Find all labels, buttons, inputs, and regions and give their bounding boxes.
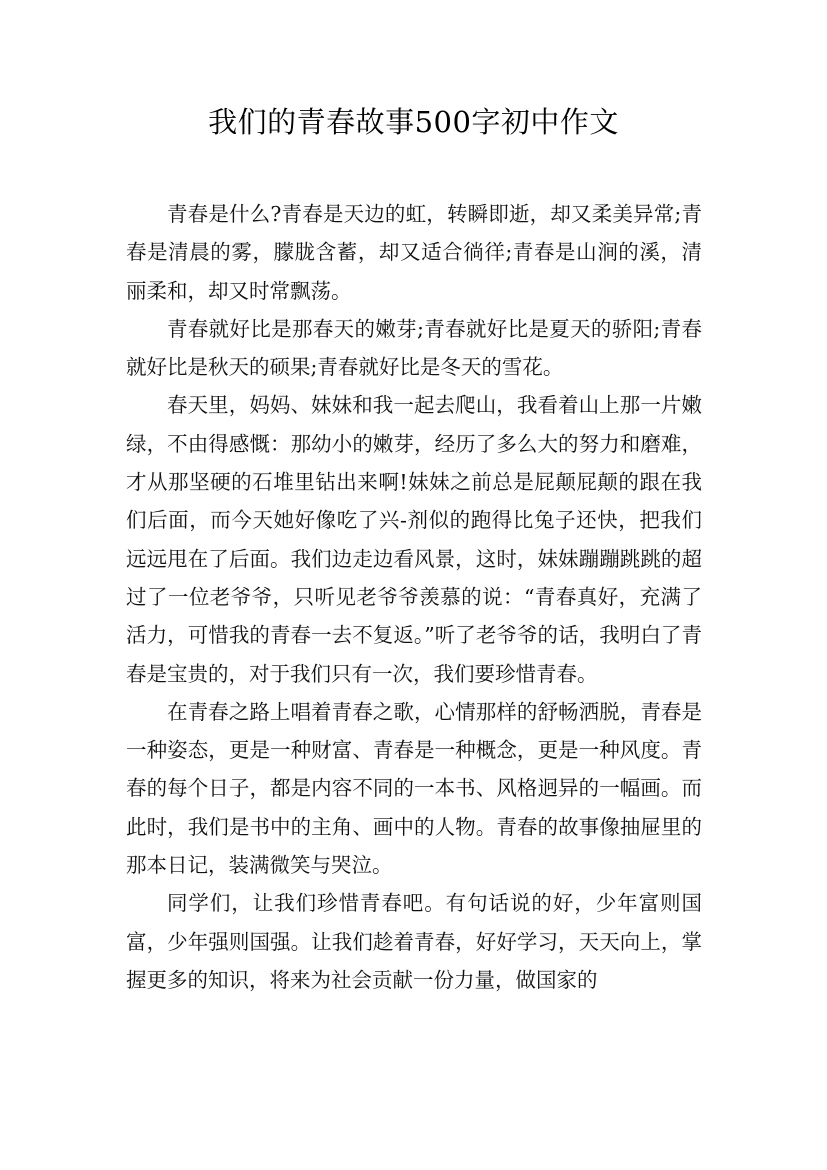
document-title: 我们的青春故事500字初中作文 xyxy=(208,105,619,139)
paragraph-4: 在青春之路上唱着青春之歌，心情那样的舒畅洒脱，青春是一种姿态，更是一种财富、青春是一种概念，更是一种风度。青春的每个日子，都是内容不同的一本书、风格迥异的一幅画。而此时，我们是书中的主角、画中的人物。青春的故事像抽屉里的那本日记，装满微笑与哭泣。 xyxy=(126,699,702,878)
paragraph-3: 春天里，妈妈、妹妹和我一起去爬山，我看着山上那一片嫩绿，不由得感慨：那幼小的嫩芽，经历了多么大的努力和磨难，才从那坚硬的石堆里钻出来啊!妹妹之前总是屁颠屁颠的跟在我们后面，而今天她好像吃了兴-剂似的跑得比兔子还快，把我们远远甩在了后面。我们边走边看风景，这时，妹妹蹦蹦跳跳的超过了一位老爷爷，只听见老爷爷羡慕的说：“青春真好，充满了活力，可惜我的青春一去不复返。”听了老爷爷的话，我明白了青春是宝贵的，对于我们只有一次，我们要珍惜青春。 xyxy=(126,393,702,686)
paragraph-2: 青春就好比是那春天的嫩芽;青春就好比是夏天的骄阳;青春就好比是秋天的硕果;青春就好比是冬天的雪花。 xyxy=(126,316,702,380)
paragraph-5: 同学们，让我们珍惜青春吧。有句话说的好，少年富则国富，少年强则国强。让我们趁着青春，好好学习，天天向上，掌握更多的知识，将来为社会贡献一份力量，做国家的 xyxy=(126,891,702,992)
document-body xyxy=(126,195,702,999)
paragraph-1: 青春是什么?青春是天边的虹，转瞬即逝，却又柔美异常;青春是清晨的雾，朦胧含蓄，却又适合徜徉;青春是山涧的溪，清丽柔和，却又时常飘荡。 xyxy=(126,202,702,303)
